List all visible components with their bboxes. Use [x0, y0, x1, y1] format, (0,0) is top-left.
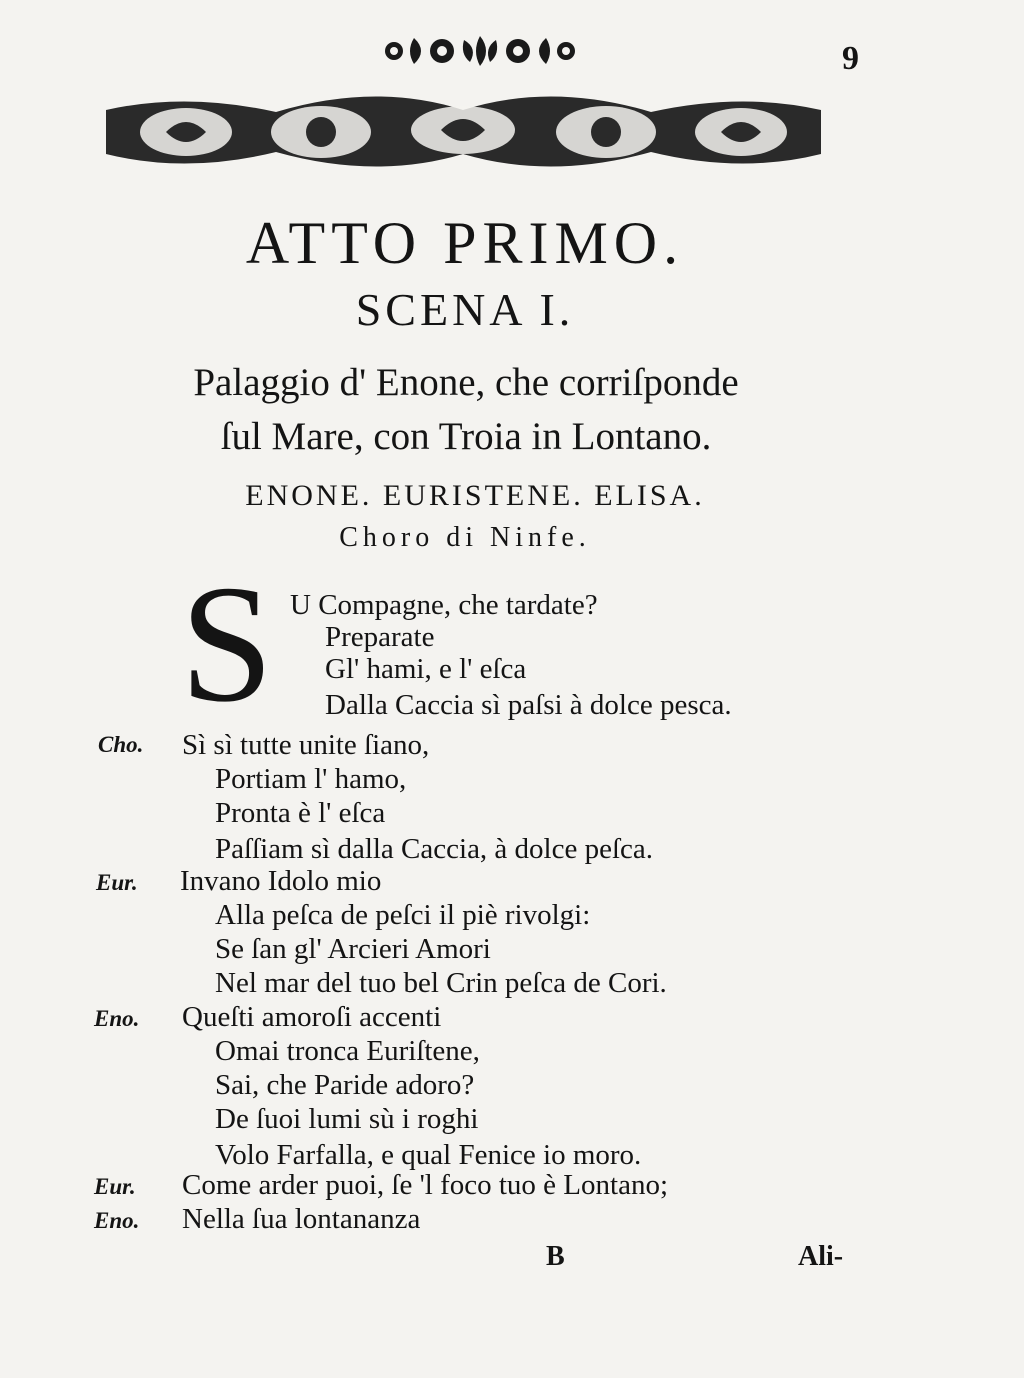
verse-line: Volo Farfalla, e qual Fenice io moro.: [215, 1139, 642, 1171]
verse-line: Portiam l' hamo,: [215, 763, 407, 795]
verse-line: Alla peſca de peſci il piè rivolgi:: [215, 899, 591, 931]
verse-line: Gl' hami, e l' eſca: [325, 653, 527, 685]
character-list: ENONE. EURISTENE. ELISA.: [245, 479, 705, 512]
verse-line: Se ſan gl' Arcieri Amori: [215, 933, 491, 965]
drop-cap: S: [180, 551, 274, 737]
verse-line: De ſuoi lumi sù i roghi: [215, 1103, 479, 1135]
verse-line: Invano Idolo mio: [180, 865, 382, 897]
scene-title: SCENA I.: [355, 284, 575, 335]
verse-line: Sai, che Paride adoro?: [215, 1069, 475, 1101]
act-title: ATTO PRIMO.: [245, 210, 685, 276]
signature-mark: B: [546, 1241, 565, 1272]
speaker-label: Eur.: [96, 870, 138, 895]
verse-line: Nel mar del tuo bel Crin peſca de Cori.: [215, 967, 667, 999]
speaker-label: Eno.: [94, 1006, 140, 1031]
verse-line: Omai tronca Euriſtene,: [215, 1035, 480, 1067]
verse-line: Preparate: [325, 621, 435, 653]
verse-line: Pronta è l' eſca: [215, 797, 386, 829]
setting-line: ſul Mare, con Troia in Lontano.: [220, 415, 712, 458]
speaker-label: Eur.: [94, 1174, 136, 1199]
verse-line: Queſti amoroſi accenti: [182, 1001, 442, 1033]
verse-line: Come arder puoi, ſe 'l foco tuo è Lontano;: [182, 1169, 669, 1201]
verse-line: U Compagne, che tardate?: [290, 589, 598, 621]
speaker-label: Cho.: [98, 732, 144, 757]
verse-line: Sì sì tutte unite ſiano,: [182, 729, 430, 761]
speaker-label: Eno.: [94, 1208, 140, 1233]
chorus-heading: Choro di Ninfe.: [339, 522, 591, 553]
verse-line: Nella ſua lontananza: [182, 1203, 421, 1235]
catchword: Ali-: [798, 1241, 844, 1272]
verse-line: Paſſiam sì dalla Caccia, à dolce peſca.: [215, 833, 654, 865]
verse-line: Dalla Caccia sì paſsi à dolce pesca.: [325, 689, 732, 721]
setting-line: Palaggio d' Enone, che corriſponde: [193, 361, 739, 404]
page-number: 9: [842, 40, 859, 77]
